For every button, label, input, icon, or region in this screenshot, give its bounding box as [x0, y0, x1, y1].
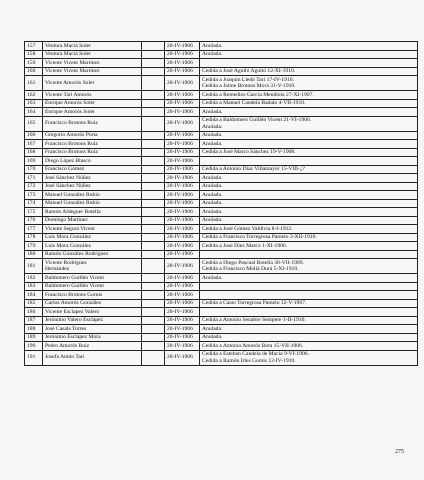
- holder-name: Ventura Maciá Soler: [45, 51, 91, 58]
- row-number: 165: [25, 116, 43, 131]
- holder-name-cell: [43, 199, 142, 208]
- row-number: 185: [25, 299, 43, 308]
- row-number: 164: [25, 108, 43, 117]
- holder-name: José Sánchez Núñez: [45, 183, 91, 190]
- row-number: 174: [25, 199, 43, 208]
- row-number: 191: [25, 350, 43, 365]
- blank-cell: [142, 333, 165, 342]
- holder-name: Enrique Amorós Soler: [45, 108, 96, 115]
- row-number: 190: [25, 342, 43, 351]
- annotation-cell: [200, 259, 418, 274]
- blank-cell: [142, 42, 165, 51]
- issue-date: 20-IV-1906: [165, 108, 200, 117]
- holder-name: José Casals Torres: [45, 325, 87, 332]
- blank-cell: [142, 76, 165, 91]
- row-number: 176: [25, 216, 43, 225]
- row-number: 189: [25, 333, 43, 342]
- holder-name-cell: [43, 59, 142, 68]
- annotation: Anulada.: [202, 208, 223, 215]
- blank-cell: [142, 140, 165, 149]
- issue-date: 20-IV-1906: [165, 233, 200, 242]
- table-row: [25, 191, 418, 200]
- holder-name-cell: [43, 308, 142, 317]
- annotation: Cedida a Casto Torregrosa Pamelo 12-V-1907.: [202, 300, 307, 307]
- annotation: Cedida a Manuel Candela Badalo 4-VII-1910.: [202, 100, 306, 107]
- issue-date: 20-IV-1906: [165, 274, 200, 283]
- annotation-cell: [200, 76, 418, 91]
- holder-name-cell: [43, 225, 142, 234]
- row-number: 187: [25, 316, 43, 325]
- annotation: Cedida a José Agulló Agulló 12-XI-1910.: [202, 68, 296, 75]
- annotation: Anulada.: [202, 132, 223, 139]
- table-row: [25, 165, 418, 174]
- issue-date: 20-IV-1906: [165, 225, 200, 234]
- blank-cell: [142, 148, 165, 157]
- row-number: 163: [25, 99, 43, 108]
- blank-cell: [142, 274, 165, 283]
- holder-name-cell: [43, 165, 142, 174]
- annotation: Cedida a Ramón Irles Gomis 12-IV-1910.: [202, 357, 296, 364]
- issue-date: 20-IV-1906: [165, 76, 200, 91]
- annotation: Anulada.: [202, 51, 223, 58]
- blank-cell: [142, 50, 165, 59]
- issue-date: 20-IV-1906: [165, 182, 200, 191]
- table-row: [25, 157, 418, 166]
- holder-name-cell: [43, 191, 142, 200]
- holder-name: Vicente Segura Vicent: [45, 225, 95, 232]
- table-row: [25, 242, 418, 251]
- annotation: Anulada.: [202, 174, 223, 181]
- holder-name: Diego López Blasco: [45, 157, 91, 164]
- table-row: [25, 67, 418, 76]
- annotation-cell: [200, 157, 418, 166]
- holder-name-cell: [43, 274, 142, 283]
- annotation-cell: [200, 308, 418, 317]
- holder-name-cell: [43, 233, 142, 242]
- annotation-cell: [200, 274, 418, 283]
- blank-cell: [142, 316, 165, 325]
- row-number: 183: [25, 282, 43, 291]
- holder-name: Jerónimo Valero Esclapez: [45, 317, 103, 324]
- row-number: 162: [25, 91, 43, 100]
- holder-name: Francisco Brotons Ruiz: [45, 149, 98, 156]
- issue-date: 20-IV-1906: [165, 148, 200, 157]
- annotation-cell: [200, 233, 418, 242]
- row-number: 184: [25, 291, 43, 300]
- annotation: Anulada.: [202, 191, 223, 198]
- annotation-cell: [200, 208, 418, 217]
- annotation: Cedida a Francisco Mollá Durá 5-XI-1910.: [202, 266, 299, 272]
- annotation: Anulada.: [202, 42, 223, 49]
- annotation: Anulada.: [202, 325, 223, 332]
- holder-name-cell: [43, 350, 142, 365]
- holder-name: Carlos Amorós González: [45, 300, 102, 307]
- annotation: Cedida a Joaquín Lledó Tari 17-IV-1910.: [202, 76, 294, 83]
- annotation: Anulada.: [202, 217, 223, 224]
- issue-date: 20-IV-1906: [165, 157, 200, 166]
- issue-date: 20-IV-1906: [165, 216, 200, 225]
- issue-date: 20-IV-1906: [165, 116, 200, 131]
- annotation-cell: [200, 250, 418, 259]
- annotation-cell: [200, 282, 418, 291]
- blank-cell: [142, 350, 165, 365]
- annotation-cell: [200, 59, 418, 68]
- holder-name-cell: [43, 116, 142, 131]
- blank-cell: [142, 199, 165, 208]
- table-row: [25, 225, 418, 234]
- holder-name-cell: [43, 250, 142, 259]
- blank-cell: [142, 291, 165, 300]
- register-sheet: [24, 41, 392, 366]
- table-row: [25, 99, 418, 108]
- blank-cell: [142, 325, 165, 334]
- blank-cell: [142, 116, 165, 131]
- page-number: 275: [395, 449, 404, 455]
- annotation-cell: [200, 225, 418, 234]
- blank-cell: [142, 165, 165, 174]
- annotation-cell: [200, 131, 418, 140]
- issue-date: 20-IV-1906: [165, 242, 200, 251]
- row-number: 186: [25, 308, 43, 317]
- annotation-cell: [200, 116, 418, 131]
- annotation-cell: [200, 50, 418, 59]
- annotation-cell: [200, 291, 418, 300]
- table-row: [25, 174, 418, 183]
- annotation: Anulada.: [202, 274, 223, 281]
- annotation-cell: [200, 342, 418, 351]
- issue-date: 20-IV-1906: [165, 342, 200, 351]
- annotation-cell: [200, 174, 418, 183]
- blank-cell: [142, 208, 165, 217]
- annotation-cell: [200, 299, 418, 308]
- blank-cell: [142, 242, 165, 251]
- holder-name: Manuel González Rubio: [45, 191, 100, 198]
- holder-name-cell: [43, 76, 142, 91]
- holder-name-cell: [43, 242, 142, 251]
- table-row: [25, 299, 418, 308]
- blank-cell: [142, 174, 165, 183]
- holder-name-cell: [43, 148, 142, 157]
- holder-name: Vicente Rodríguez: [45, 259, 87, 266]
- issue-date: 20-IV-1906: [165, 131, 200, 140]
- holder-name-cell: [43, 325, 142, 334]
- issue-date: 20-IV-1906: [165, 99, 200, 108]
- holder-name-cell: [43, 259, 142, 274]
- row-number: 158: [25, 50, 43, 59]
- issue-date: 20-IV-1906: [165, 67, 200, 76]
- holder-name: Josefa Antón Tari: [45, 354, 85, 361]
- holder-name: Luis Mora González: [45, 234, 91, 241]
- annotation: Anulada.: [202, 140, 223, 147]
- row-number: 175: [25, 208, 43, 217]
- row-number: 172: [25, 182, 43, 191]
- annotation-cell: [200, 199, 418, 208]
- holder-name-cell: [43, 282, 142, 291]
- annotation: Anulada.: [202, 183, 223, 190]
- holder-name: Baldomero Guillén Vicent: [45, 283, 104, 290]
- table-row: [25, 325, 418, 334]
- table-row: [25, 76, 418, 91]
- issue-date: 20-IV-1906: [165, 50, 200, 59]
- table-row: [25, 199, 418, 208]
- issue-date: 20-IV-1906: [165, 350, 200, 365]
- blank-cell: [142, 108, 165, 117]
- annotation: Cedida a Diego Pascual Botella 30-VII-1909.: [202, 259, 304, 266]
- table-row: [25, 282, 418, 291]
- table-row: [25, 116, 418, 131]
- annotation: Anulada.: [202, 334, 223, 341]
- row-number: 171: [25, 174, 43, 183]
- row-number: 160: [25, 67, 43, 76]
- row-number: 170: [25, 165, 43, 174]
- holder-name-cell: [43, 131, 142, 140]
- blank-cell: [142, 250, 165, 259]
- issue-date: 20-IV-1906: [165, 291, 200, 300]
- row-number: 173: [25, 191, 43, 200]
- annotation: Cedida a José Díez Marco 1-XI-1906.: [202, 242, 288, 249]
- annotation: Cedida a Francisco Torregrosa Pamelo 3-XII-1910.: [202, 234, 317, 241]
- table-row: [25, 59, 418, 68]
- annotation: Cedida a Antonio Díaz Villamayor 15-VIII-¿?: [202, 166, 305, 173]
- annotation: Cedida a Antonio Amorós Bota 15-VII-1906.: [202, 342, 304, 349]
- annotation: Cedida a Esteban Candela de Macia 9-VI-1906.: [202, 351, 310, 358]
- holder-name: Vicente Tari Amorós: [45, 91, 92, 98]
- blank-cell: [142, 59, 165, 68]
- annotation-cell: [200, 216, 418, 225]
- holder-name: Francisco Brotons Gomis: [45, 291, 103, 298]
- issue-date: 20-IV-1906: [165, 299, 200, 308]
- holder-name-cell: [43, 42, 142, 51]
- table-row: [25, 333, 418, 342]
- annotation-cell: [200, 67, 418, 76]
- table-row: [25, 148, 418, 157]
- holder-name-cell: [43, 50, 142, 59]
- holder-name: Luis Mora González: [45, 242, 91, 249]
- table-row: [25, 91, 418, 100]
- blank-cell: [142, 67, 165, 76]
- holder-name: Vicente Vicent Martínez: [45, 59, 100, 66]
- table-row: [25, 342, 418, 351]
- issue-date: 20-IV-1906: [165, 42, 200, 51]
- holder-name-cell: [43, 140, 142, 149]
- blank-cell: [142, 259, 165, 274]
- holder-name: Francisco Gómez: [45, 166, 85, 173]
- annotation: Anulada.: [202, 123, 223, 130]
- annotation: Cedida a José Gómez Valdivia 8-I-1912.: [202, 225, 293, 232]
- annotation: Anulada.: [202, 200, 223, 207]
- table-row: [25, 42, 418, 51]
- table-row: [25, 50, 418, 59]
- row-number: 159: [25, 59, 43, 68]
- blank-cell: [142, 99, 165, 108]
- holder-name-cell: [43, 216, 142, 225]
- holder-name: Francisco Brotons Ruiz: [45, 140, 98, 147]
- annotation-cell: [200, 191, 418, 200]
- holder-name: Domingo Martínez: [45, 217, 88, 224]
- holder-name: Enrique Amorós Soler: [45, 100, 96, 107]
- row-number: 180: [25, 250, 43, 259]
- annotation-cell: [200, 182, 418, 191]
- row-number: 167: [25, 140, 43, 149]
- table-row: [25, 208, 418, 217]
- holder-name: Ramón Aldeguer Botella: [45, 208, 101, 215]
- holder-name: Jerónimo Esclapez Mora: [45, 334, 101, 341]
- blank-cell: [142, 131, 165, 140]
- issue-date: 20-IV-1906: [165, 250, 200, 259]
- holder-name: Baldomero Guillén Vicent: [45, 274, 104, 281]
- annotation-cell: [200, 242, 418, 251]
- holder-name: Manuel González Rubio: [45, 200, 100, 207]
- annotation-cell: [200, 316, 418, 325]
- blank-cell: [142, 157, 165, 166]
- row-number: 168: [25, 148, 43, 157]
- holder-name: Gregorio Amorós Porta: [45, 132, 98, 139]
- blank-cell: [142, 91, 165, 100]
- issue-date: 20-IV-1906: [165, 91, 200, 100]
- table-row: [25, 140, 418, 149]
- holder-name-cell: [43, 157, 142, 166]
- annotation-cell: [200, 165, 418, 174]
- table-row: [25, 131, 418, 140]
- annotation-cell: [200, 333, 418, 342]
- issue-date: 20-IV-1906: [165, 325, 200, 334]
- holder-name-cell: [43, 316, 142, 325]
- table-row: [25, 182, 418, 191]
- annotation-cell: [200, 42, 418, 51]
- annotation-cell: [200, 350, 418, 365]
- table-row: [25, 291, 418, 300]
- annotation: Cedida a José Marco Sánchez 19-V-1908.: [202, 149, 296, 156]
- annotation-cell: [200, 325, 418, 334]
- blank-cell: [142, 342, 165, 351]
- blank-cell: [142, 225, 165, 234]
- holder-name: Vicente Esclapez Valero: [45, 308, 100, 315]
- issue-date: 20-IV-1906: [165, 282, 200, 291]
- row-number: 157: [25, 42, 43, 51]
- table-row: [25, 274, 418, 283]
- issue-date: 20-IV-1906: [165, 174, 200, 183]
- table-row: [25, 250, 418, 259]
- row-number: 182: [25, 274, 43, 283]
- annotation-cell: [200, 108, 418, 117]
- holder-name-cell: [43, 333, 142, 342]
- register-table: [24, 41, 418, 366]
- row-number: 178: [25, 233, 43, 242]
- holder-name-cell: [43, 291, 142, 300]
- blank-cell: [142, 191, 165, 200]
- holder-name: Vicente Vicent Martínez: [45, 68, 100, 75]
- blank-cell: [142, 308, 165, 317]
- holder-name-cell: [43, 342, 142, 351]
- table-row: [25, 259, 418, 274]
- table-row: [25, 108, 418, 117]
- issue-date: 20-IV-1906: [165, 165, 200, 174]
- holder-name-cell: [43, 174, 142, 183]
- issue-date: 20-IV-1906: [165, 191, 200, 200]
- row-number: 181: [25, 259, 43, 274]
- annotation: Cedida a Remedios García Mendiola 27-XI-1907.: [202, 91, 314, 98]
- holder-name: José Sánchez Núñez: [45, 174, 91, 181]
- blank-cell: [142, 182, 165, 191]
- blank-cell: [142, 216, 165, 225]
- holder-name-cell: [43, 108, 142, 117]
- register-body: [25, 42, 418, 366]
- blank-cell: [142, 282, 165, 291]
- row-number: 177: [25, 225, 43, 234]
- row-number: 179: [25, 242, 43, 251]
- issue-date: 20-IV-1906: [165, 316, 200, 325]
- table-row: [25, 350, 418, 365]
- issue-date: 20-IV-1906: [165, 308, 200, 317]
- annotation: Cedida a Antonio Senabre Sempere 1-II-1910.: [202, 317, 306, 324]
- annotation: Cedida a Jaime Brotons Mora 31-V-1910.: [202, 83, 296, 89]
- holder-name: Ventura Maciá Soler: [45, 42, 91, 49]
- table-row: [25, 308, 418, 317]
- issue-date: 20-IV-1906: [165, 208, 200, 217]
- holder-name-cell: [43, 208, 142, 217]
- holder-name-cell: [43, 299, 142, 308]
- issue-date: 20-IV-1906: [165, 333, 200, 342]
- annotation-cell: [200, 99, 418, 108]
- row-number: 169: [25, 157, 43, 166]
- row-number: 166: [25, 131, 43, 140]
- holder-name: Ramón González Rodríguez: [45, 251, 109, 258]
- holder-name-cell: [43, 182, 142, 191]
- blank-cell: [142, 299, 165, 308]
- holder-name-cell: [43, 99, 142, 108]
- annotation: Anulada.: [202, 108, 223, 115]
- annotation-cell: [200, 140, 418, 149]
- annotation: Cedida a Baldomero Guillén Vicent 21-VI-1906.: [202, 117, 312, 124]
- annotation-cell: [200, 91, 418, 100]
- issue-date: 20-IV-1906: [165, 59, 200, 68]
- holder-name: Francisco Brotons Ruiz: [45, 120, 98, 127]
- table-row: [25, 316, 418, 325]
- holder-name: Pedro Amorós Ruiz: [45, 342, 90, 349]
- issue-date: 20-IV-1906: [165, 140, 200, 149]
- holder-name: Hernández: [45, 266, 70, 272]
- issue-date: 20-IV-1906: [165, 199, 200, 208]
- holder-name-cell: [43, 67, 142, 76]
- table-row: [25, 216, 418, 225]
- row-number: 188: [25, 325, 43, 334]
- issue-date: 20-IV-1906: [165, 259, 200, 274]
- row-number: 161: [25, 76, 43, 91]
- annotation-cell: [200, 148, 418, 157]
- holder-name: Vicente Amorós Soler: [45, 79, 95, 86]
- blank-cell: [142, 233, 165, 242]
- holder-name-cell: [43, 91, 142, 100]
- table-row: [25, 233, 418, 242]
